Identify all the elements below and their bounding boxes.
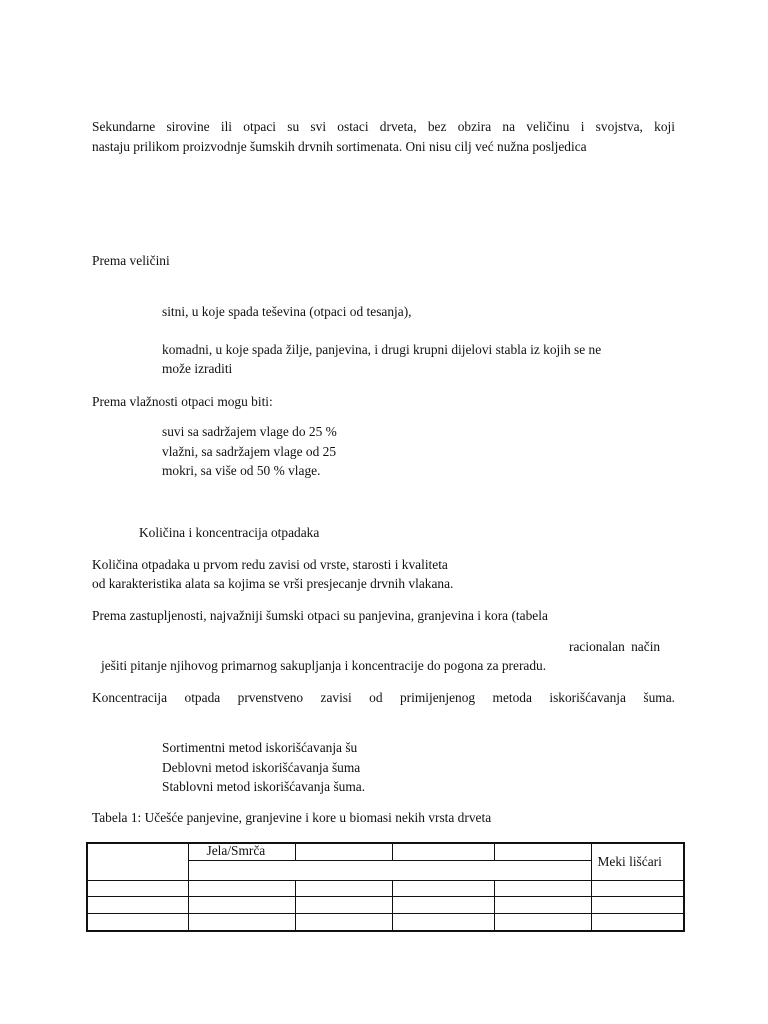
- table-header-meki-liscari: Meki lišćari: [591, 843, 684, 880]
- table-cell: [295, 914, 392, 931]
- table-header-jela-smrca: Jela/Smrča: [188, 843, 295, 861]
- table-caption: Tabela 1: Učešće panjevine, granjevine i kore u biomasi nekih vrsta drveta: [92, 810, 492, 825]
- table-cell: [392, 880, 494, 897]
- size-item-2: komadni, u koje spada žilje, panjevina, i drugi krupni dijelovi stabla iz kojih se ne: [162, 342, 602, 357]
- table-cell: [295, 880, 392, 897]
- method-3: Stablovni metod iskorišćavanja šuma.: [162, 779, 366, 794]
- table-cell: [591, 897, 684, 914]
- table-cell: [188, 880, 295, 897]
- table-row: [87, 897, 684, 914]
- paragraph-3-line-2: racionalan način: [569, 639, 661, 654]
- table-cell: [494, 897, 591, 914]
- table-cell: [494, 880, 591, 897]
- paragraph-1: [92, 119, 675, 135]
- table-cell: [591, 914, 684, 931]
- table-cell: [392, 843, 494, 861]
- paragraph-1-line-2: nastaju prilikom proizvodnje šumskih drvnih sortimenata. Oni nisu cilj već nužna posljedica: [92, 139, 587, 154]
- moisture-item-2: vlažni, sa sadržajem vlage od 25: [162, 444, 337, 459]
- table-cell: [87, 914, 188, 931]
- table-cell: [87, 897, 188, 914]
- table-cell: [87, 843, 188, 880]
- table-cell: [87, 880, 188, 897]
- table-cell: [392, 897, 494, 914]
- table-row: [87, 843, 684, 861]
- section-title: Količina i koncentracija otpadaka: [139, 525, 320, 540]
- paragraph-2-line-1: Količina otpadaka u prvom redu zavisi od vrste, starosti i kvaliteta: [92, 557, 448, 572]
- table-cell: [295, 843, 392, 861]
- table-cell: [591, 880, 684, 897]
- table-cell: [392, 914, 494, 931]
- paragraph-2-line-2: od karakteristika alata sa kojima se vrši presjecanje drvnih vlakana.: [92, 576, 454, 591]
- paragraph-3-line-1: Prema zastupljenosti, najvažniji šumski otpaci su panjevina, granjevina i kora (tabela: [92, 608, 548, 623]
- moisture-heading: Prema vlažnosti otpaci mogu biti:: [92, 394, 273, 409]
- table-cell: [188, 861, 591, 880]
- paragraph-1-line-1: Sekundarne sirovine ili otpaci su svi ostaci drveta, bez obzira na veličinu i svojstva, koji: [92, 119, 675, 134]
- table-cell: [188, 897, 295, 914]
- method-2: Deblovni metod iskorišćavanja šuma: [162, 760, 361, 775]
- method-1: Sortimentni metod iskorišćavanja šu: [162, 740, 358, 755]
- table-cell: [494, 914, 591, 931]
- size-heading: Prema veličini: [92, 253, 170, 268]
- paragraph-4-text: Koncentracija otpada prvenstveno zavisi od primijenjenog metoda iskorišćavanja šuma.: [92, 690, 675, 705]
- table-cell: [188, 914, 295, 931]
- paragraph-3-line-3: ješiti pitanje njihovog primarnog sakupljanja i koncentracije do pogona za preradu.: [101, 658, 547, 673]
- size-item-1: sitni, u koje spada teševina (otpaci od tesanja),: [162, 304, 412, 319]
- table-cell: [295, 897, 392, 914]
- table-row: [87, 914, 684, 931]
- moisture-item-1: suvi sa sadržajem vlage do 25 %: [162, 424, 337, 439]
- moisture-item-3: mokri, sa više od 50 % vlage.: [162, 463, 321, 478]
- size-item-2-continued: može izraditi: [162, 361, 233, 376]
- biomass-table: [86, 842, 685, 932]
- table-row: [87, 880, 684, 897]
- table-cell: [494, 843, 591, 861]
- paragraph-4: [92, 690, 675, 706]
